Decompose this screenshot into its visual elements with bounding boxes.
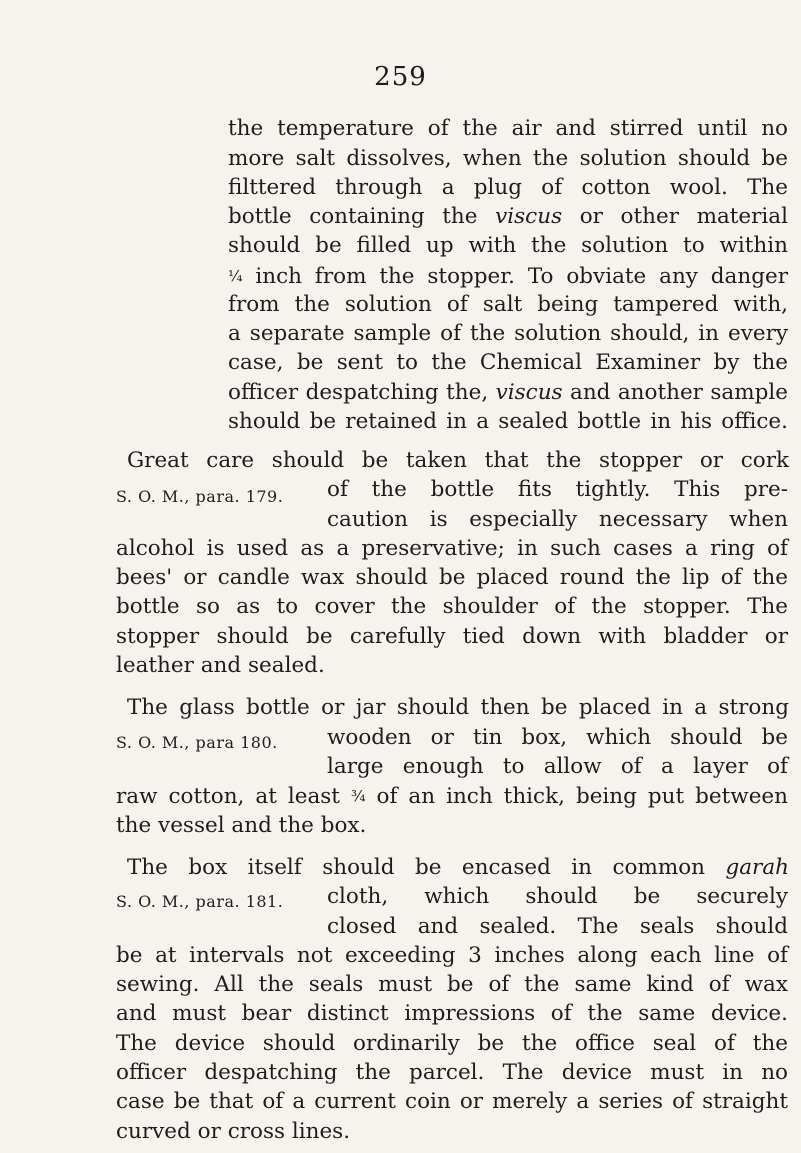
italic-term: garah xyxy=(725,855,789,880)
margin-note: S. O. M., para. 179. xyxy=(116,487,284,506)
text-line: large enough to allow of a layer of xyxy=(327,754,788,779)
text-line: wooden or tin box, which should be xyxy=(327,725,788,750)
text-line: alcohol is used as a preservative; in such cases a ring of xyxy=(116,536,788,561)
text-line: more salt dissolves, when the solution should be xyxy=(228,146,788,171)
text-line: sewing. All the seals must be of the same kind of wax xyxy=(116,972,788,997)
margin-note: S. O. M., para 180. xyxy=(116,733,278,752)
text-line: raw cotton, at least ¾ of an inch thick, being put between xyxy=(116,784,788,809)
text-line: the temperature of the air and stirred until no xyxy=(228,116,788,141)
text-line: of the bottle fits tightly. This pre- xyxy=(327,477,788,502)
text-line: The box itself should be encased in common garah xyxy=(127,855,789,880)
fraction: ¾ xyxy=(350,787,366,805)
text-line: bottle containing the viscus or other material xyxy=(228,204,788,229)
text-line: leather and sealed. xyxy=(116,653,325,678)
text-line: stopper should be carefully tied down with bladder or xyxy=(116,624,788,649)
text-line: be at intervals not exceeding 3 inches along each line of xyxy=(116,943,788,968)
text-line: bees' or candle wax should be placed round the lip of the xyxy=(116,565,788,590)
text-line: ¼ inch from the stopper. To obviate any danger xyxy=(228,264,788,289)
text-line: cloth, which should be securely xyxy=(327,884,788,909)
text-line: curved or cross lines. xyxy=(116,1119,351,1144)
text-line: case be that of a current coin or merely a series of straight xyxy=(116,1089,788,1114)
margin-note: S. O. M., para. 181. xyxy=(116,892,284,911)
text-line: should be filled up with the solution to within xyxy=(228,233,788,258)
page-number: 259 xyxy=(374,62,427,92)
text-line: bottle so as to cover the shoulder of the stopper. The xyxy=(116,594,788,619)
text-line: Great care should be taken that the stopper or cork xyxy=(127,448,789,473)
text-line: officer despatching the parcel. The device must in no xyxy=(116,1060,788,1085)
text-line: caution is especially necessary when xyxy=(327,507,788,532)
text-line: The device should ordinarily be the office seal of the xyxy=(116,1031,788,1056)
italic-term: viscus xyxy=(495,380,563,405)
text-line: and must bear distinct impressions of the same device. xyxy=(116,1001,788,1026)
italic-term: viscus xyxy=(495,204,563,229)
text-line: a separate sample of the solution should, in every xyxy=(228,321,788,346)
text-line: case, be sent to the Chemical Examiner by the xyxy=(228,350,788,375)
text-line: from the solution of salt being tampered with, xyxy=(228,292,788,317)
text-line: filttered through a plug of cotton wool. The xyxy=(228,175,788,200)
text-line: The glass bottle or jar should then be placed in a strong xyxy=(127,695,789,720)
fraction: ¼ xyxy=(228,267,243,285)
text-line: the vessel and the box. xyxy=(116,813,367,838)
text-line: should be retained in a sealed bottle in his office. xyxy=(228,409,788,434)
text-line: officer despatching the, viscus and another sample xyxy=(228,380,788,405)
text-line: closed and sealed. The seals should xyxy=(327,914,788,939)
